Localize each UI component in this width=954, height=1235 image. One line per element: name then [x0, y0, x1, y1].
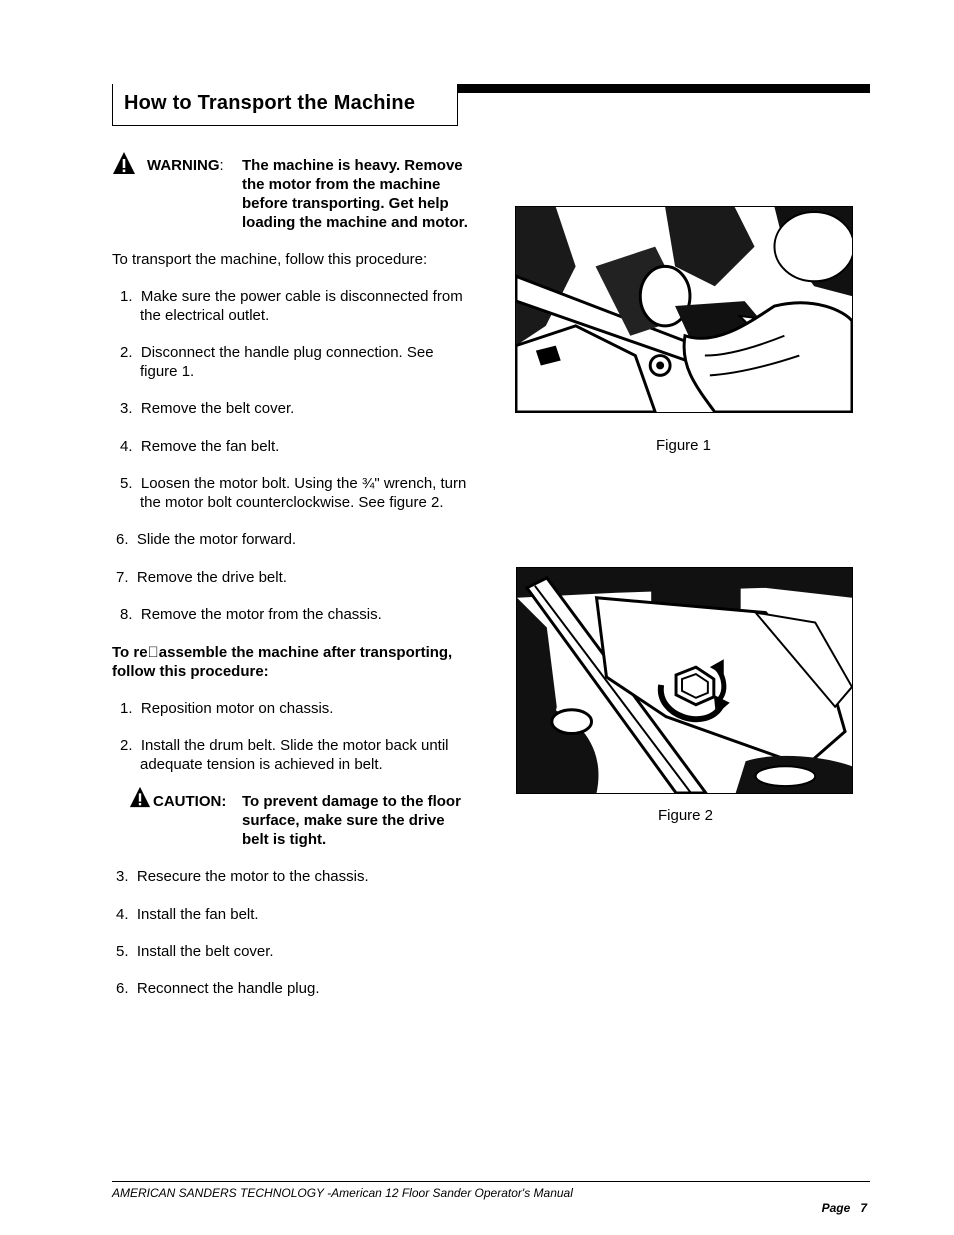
- reassemble-step-6: 6. Reconnect the handle plug.: [116, 980, 320, 997]
- reassemble-heading: To re assemble the machine after transporting, follow this procedure:: [112, 644, 453, 680]
- step-6: 6. Slide the motor forward.: [116, 531, 297, 548]
- reassemble-step-5: 5. Install the belt cover.: [116, 943, 274, 960]
- reassemble-step-4: 4. Install the fan belt.: [116, 906, 259, 923]
- intro-text: To transport the machine, follow this procedure:: [112, 251, 428, 268]
- page-number: Page 7: [821, 1201, 867, 1215]
- step-4: 4. Remove the fan belt.: [120, 438, 280, 455]
- step-8: 8. Remove the motor from the chassis.: [120, 606, 382, 623]
- figure-1-image: [515, 206, 853, 413]
- reassemble-step-2: 2. Install the drum belt. Slide the motor back until adequate tension is achieved in belt.: [120, 737, 449, 773]
- step-2: 2. Disconnect the handle plug connection. See figure 1.: [120, 344, 434, 380]
- warning-label: WARNING:: [147, 157, 224, 174]
- reassemble-step-3: 3. Resecure the motor to the chassis.: [116, 868, 369, 885]
- section-title-box: [112, 84, 458, 126]
- page-title: How to Transport the Machine: [124, 92, 416, 114]
- figure-1-caption: Figure 1: [656, 437, 712, 454]
- step-1: 1. Make sure the power cable is disconnected from the electrical outlet.: [120, 288, 463, 324]
- step-7: 7. Remove the drive belt.: [116, 569, 287, 586]
- step-3: 3. Remove the belt cover.: [120, 400, 295, 417]
- figure-2-image: [516, 567, 853, 794]
- warning-text: The machine is heavy. Remove the motor from the machine before transporting. Get help loading the machine and motor.: [242, 157, 468, 231]
- footer-text: AMERICAN SANDERS TECHNOLOGY -American 12 Floor Sander Operator's Manual: [112, 1186, 573, 1200]
- caution-label: CAUTION:: [153, 793, 227, 810]
- reassemble-step-1: 1. Reposition motor on chassis.: [120, 700, 334, 717]
- warning-triangle-icon: [112, 151, 136, 175]
- figure-2-caption: Figure 2: [658, 807, 714, 824]
- caution-text: To prevent damage to the floor surface, make sure the drive belt is tight.: [242, 793, 461, 848]
- step-5: 5. Loosen the motor bolt. Using the ¾" wrench, turn the motor bolt counterclockwise. See figure 2.: [120, 475, 467, 511]
- footer-rule: [112, 1181, 870, 1182]
- caution-triangle-icon: [129, 786, 151, 808]
